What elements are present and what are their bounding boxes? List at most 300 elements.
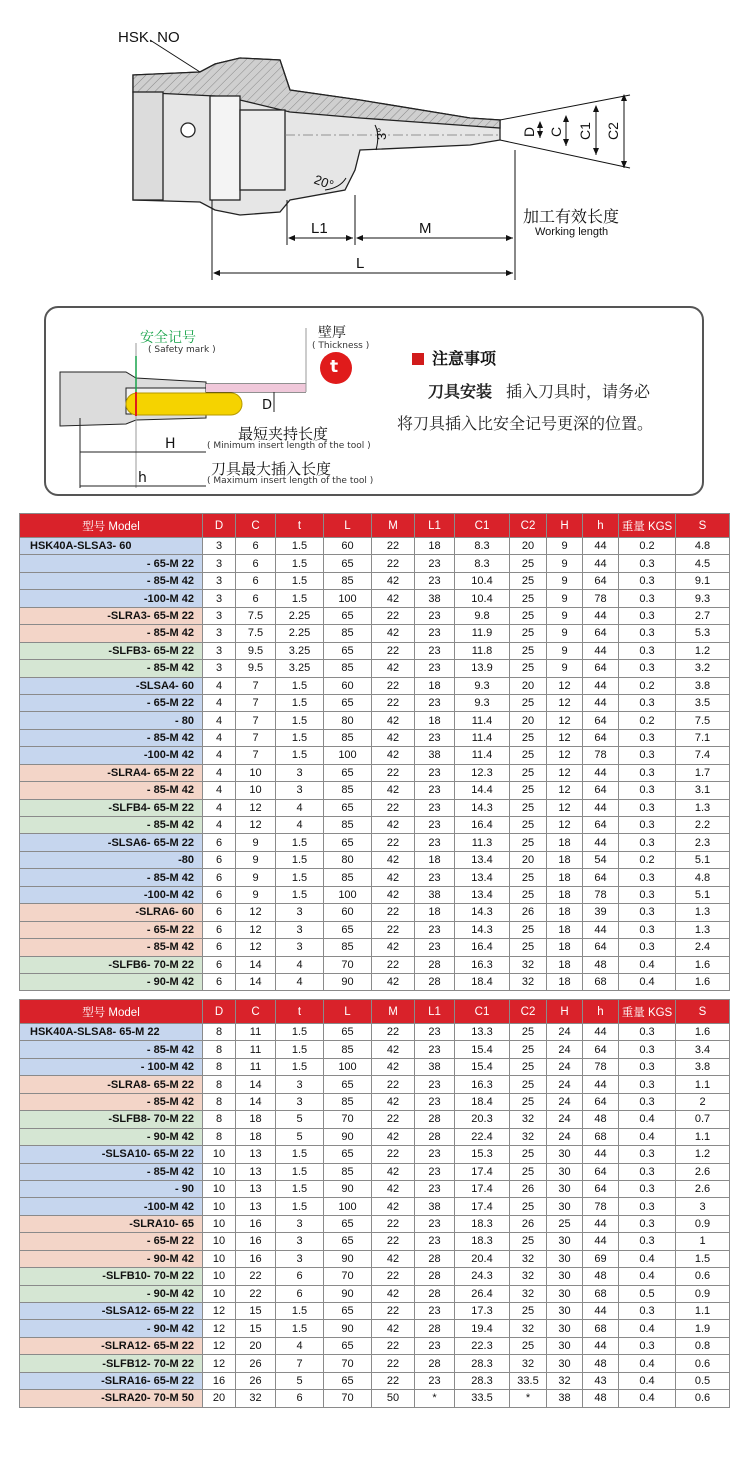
value-cell: 50: [372, 1390, 415, 1407]
value-cell: 0.6: [676, 1390, 730, 1407]
value-cell: 80: [324, 851, 372, 868]
model-cell: - 65-M 22: [20, 1233, 203, 1250]
table-row: [20, 607, 730, 624]
table-row: [20, 817, 730, 834]
value-cell: 18: [415, 712, 455, 729]
value-cell: 1.5: [276, 1058, 324, 1075]
value-cell: 48: [583, 1355, 619, 1372]
value-cell: 10.4: [455, 590, 510, 607]
model-cell: -SLFB8- 70-M 22: [20, 1111, 203, 1128]
value-cell: 64: [583, 660, 619, 677]
value-cell: 25: [547, 1215, 583, 1232]
value-cell: *: [510, 1390, 547, 1407]
value-cell: 85: [324, 1163, 372, 1180]
value-cell: 48: [583, 1268, 619, 1285]
value-cell: 13: [236, 1146, 276, 1163]
value-cell: 18.3: [455, 1215, 510, 1232]
value-cell: 4: [203, 712, 236, 729]
value-cell: 6: [203, 834, 236, 851]
value-cell: 85: [324, 572, 372, 589]
min-insert-cn: 最短夹持长度: [238, 425, 329, 443]
value-cell: 0.5: [676, 1372, 730, 1389]
value-cell: 0.3: [619, 869, 676, 886]
table-row: [20, 572, 730, 589]
value-cell: 1.5: [276, 538, 324, 555]
value-cell: 90: [324, 1180, 372, 1197]
table-row: [20, 886, 730, 903]
value-cell: 32: [510, 1355, 547, 1372]
value-cell: 90: [324, 1285, 372, 1302]
value-cell: 1.7: [676, 764, 730, 781]
table-row: [20, 694, 730, 711]
table-row: [20, 1111, 730, 1128]
value-cell: 15.4: [455, 1058, 510, 1075]
value-cell: 25: [510, 782, 547, 799]
value-cell: 9: [547, 660, 583, 677]
value-cell: 0.4: [619, 1390, 676, 1407]
value-cell: 22: [372, 694, 415, 711]
hsk-label: HSK. NO: [118, 29, 180, 46]
model-cell: - 90-M 42: [20, 1250, 203, 1267]
value-cell: 1.5: [276, 1024, 324, 1041]
value-cell: 22: [372, 1146, 415, 1163]
model-cell: -100-M 42: [20, 886, 203, 903]
working-length-cn: 加工有效长度: [523, 207, 620, 226]
value-cell: 4: [203, 694, 236, 711]
value-cell: 23: [415, 1076, 455, 1093]
value-cell: 11: [236, 1024, 276, 1041]
model-cell: - 80: [20, 712, 203, 729]
value-cell: 13.9: [455, 660, 510, 677]
value-cell: 78: [583, 886, 619, 903]
value-cell: 1.5: [276, 555, 324, 572]
value-cell: 78: [583, 747, 619, 764]
value-cell: 22: [236, 1268, 276, 1285]
value-cell: 16.4: [455, 939, 510, 956]
value-cell: 0.3: [619, 1024, 676, 1041]
value-cell: 2.3: [676, 834, 730, 851]
value-cell: 9: [547, 590, 583, 607]
value-cell: 64: [583, 1163, 619, 1180]
value-cell: 9: [547, 642, 583, 659]
table-row: [20, 1303, 730, 1320]
value-cell: 18: [547, 851, 583, 868]
model-cell: - 85-M 42: [20, 817, 203, 834]
value-cell: 9: [236, 834, 276, 851]
value-cell: 1.5: [276, 1163, 324, 1180]
value-cell: 22: [372, 607, 415, 624]
value-cell: 0.3: [619, 1215, 676, 1232]
value-cell: 1.5: [276, 729, 324, 746]
column-header: C: [236, 1000, 276, 1024]
value-cell: 3: [276, 782, 324, 799]
model-cell: -SLRA12- 65-M 22: [20, 1337, 203, 1354]
value-cell: 8: [203, 1076, 236, 1093]
value-cell: 44: [583, 694, 619, 711]
table-header-row: [20, 1000, 730, 1024]
value-cell: 65: [324, 1233, 372, 1250]
value-cell: 42: [372, 886, 415, 903]
model-cell: - 100-M 42: [20, 1058, 203, 1075]
value-cell: 38: [547, 1390, 583, 1407]
value-cell: 0.3: [619, 642, 676, 659]
value-cell: 44: [583, 1076, 619, 1093]
safety-mark-en: ( Safety mark ): [148, 345, 216, 355]
value-cell: 6: [276, 1390, 324, 1407]
value-cell: 100: [324, 1058, 372, 1075]
value-cell: 23: [415, 799, 455, 816]
value-cell: 13: [236, 1198, 276, 1215]
model-cell: -SLSA4- 60: [20, 677, 203, 694]
value-cell: 11.3: [455, 834, 510, 851]
value-cell: 2.7: [676, 607, 730, 624]
value-cell: 11.4: [455, 712, 510, 729]
value-cell: 65: [324, 1146, 372, 1163]
model-cell: HSK40A-SLSA3- 60: [20, 538, 203, 555]
value-cell: 11: [236, 1041, 276, 1058]
column-header: S: [676, 514, 730, 538]
model-cell: - 65-M 22: [20, 921, 203, 938]
value-cell: 25: [510, 1058, 547, 1075]
value-cell: 18.3: [455, 1233, 510, 1250]
value-cell: 25: [510, 572, 547, 589]
value-cell: 24: [547, 1111, 583, 1128]
value-cell: 65: [324, 642, 372, 659]
value-cell: 11.4: [455, 729, 510, 746]
value-cell: 85: [324, 817, 372, 834]
column-header: L1: [415, 514, 455, 538]
column-header: H: [547, 1000, 583, 1024]
value-cell: 65: [324, 607, 372, 624]
value-cell: 48: [583, 956, 619, 973]
value-cell: 22.3: [455, 1337, 510, 1354]
value-cell: 18: [547, 973, 583, 990]
t-symbol: t: [330, 357, 339, 377]
value-cell: 18: [547, 869, 583, 886]
column-header: D: [203, 514, 236, 538]
value-cell: 17.4: [455, 1180, 510, 1197]
value-cell: 0.2: [619, 677, 676, 694]
model-cell: -SLRA16- 65-M 22: [20, 1372, 203, 1389]
model-cell: - 65-M 22: [20, 694, 203, 711]
value-cell: 10: [203, 1233, 236, 1250]
value-cell: 3: [276, 764, 324, 781]
table-row: [20, 956, 730, 973]
value-cell: 22: [372, 1303, 415, 1320]
value-cell: 42: [372, 817, 415, 834]
dim-l1-label: L1: [311, 220, 328, 237]
value-cell: 9.3: [455, 677, 510, 694]
value-cell: 25: [510, 694, 547, 711]
dim-d-label: D: [521, 126, 537, 137]
model-cell: - 85-M 42: [20, 782, 203, 799]
value-cell: 14.3: [455, 921, 510, 938]
value-cell: 16: [236, 1250, 276, 1267]
value-cell: 65: [324, 1337, 372, 1354]
value-cell: 12: [236, 799, 276, 816]
note-line-1: 刀具安装 插入刀具时，请务必: [428, 382, 651, 401]
value-cell: 16.3: [455, 956, 510, 973]
value-cell: 18: [547, 921, 583, 938]
value-cell: 9.3: [455, 694, 510, 711]
value-cell: 6: [236, 555, 276, 572]
value-cell: 1.5: [276, 1041, 324, 1058]
value-cell: 24: [547, 1058, 583, 1075]
value-cell: 12: [236, 904, 276, 921]
value-cell: 0.6: [676, 1268, 730, 1285]
value-cell: 22: [372, 642, 415, 659]
value-cell: 0.3: [619, 747, 676, 764]
value-cell: 0.3: [619, 1146, 676, 1163]
value-cell: 6: [203, 851, 236, 868]
value-cell: 68: [583, 1320, 619, 1337]
value-cell: 1.5: [276, 712, 324, 729]
column-header: S: [676, 1000, 730, 1024]
value-cell: 42: [372, 572, 415, 589]
value-cell: 85: [324, 1041, 372, 1058]
value-cell: 18: [547, 886, 583, 903]
value-cell: 0.3: [619, 886, 676, 903]
value-cell: 0.8: [676, 1337, 730, 1354]
value-cell: 16: [236, 1215, 276, 1232]
column-header: 重量 KGS: [619, 1000, 676, 1024]
value-cell: 13.4: [455, 851, 510, 868]
value-cell: 28: [415, 973, 455, 990]
value-cell: 42: [372, 729, 415, 746]
value-cell: 1.2: [676, 642, 730, 659]
table-row: [20, 1076, 730, 1093]
value-cell: 68: [583, 973, 619, 990]
value-cell: 23: [415, 1163, 455, 1180]
value-cell: 22: [372, 921, 415, 938]
spec-table-2: [19, 999, 730, 1408]
value-cell: 1.5: [276, 747, 324, 764]
value-cell: 8: [203, 1111, 236, 1128]
model-cell: -SLFB12- 70-M 22: [20, 1355, 203, 1372]
table-row: [20, 1268, 730, 1285]
table-row: [20, 642, 730, 659]
model-cell: -SLFB3- 65-M 22: [20, 642, 203, 659]
value-cell: 6: [276, 1268, 324, 1285]
value-cell: 15.3: [455, 1146, 510, 1163]
column-header: C: [236, 514, 276, 538]
value-cell: 0.3: [619, 921, 676, 938]
value-cell: 13.3: [455, 1024, 510, 1041]
value-cell: 17.4: [455, 1198, 510, 1215]
value-cell: 7: [236, 747, 276, 764]
value-cell: 7: [236, 694, 276, 711]
value-cell: 0.3: [619, 904, 676, 921]
value-cell: 30: [547, 1268, 583, 1285]
value-cell: 12: [547, 712, 583, 729]
value-cell: 23: [415, 1372, 455, 1389]
value-cell: 4.8: [676, 538, 730, 555]
value-cell: 25: [510, 1093, 547, 1110]
value-cell: 10: [203, 1268, 236, 1285]
value-cell: 68: [583, 1128, 619, 1145]
value-cell: 60: [324, 677, 372, 694]
value-cell: 25: [510, 642, 547, 659]
value-cell: 0.3: [619, 1041, 676, 1058]
value-cell: 42: [372, 1198, 415, 1215]
value-cell: 44: [583, 799, 619, 816]
value-cell: 42: [372, 782, 415, 799]
value-cell: 25: [510, 729, 547, 746]
value-cell: 14: [236, 956, 276, 973]
value-cell: 14.4: [455, 782, 510, 799]
value-cell: 42: [372, 851, 415, 868]
value-cell: 0.4: [619, 1355, 676, 1372]
value-cell: 3: [203, 555, 236, 572]
value-cell: 23: [415, 764, 455, 781]
value-cell: 1.5: [676, 1250, 730, 1267]
value-cell: 38: [415, 590, 455, 607]
value-cell: 6: [203, 869, 236, 886]
angle-3-label: 3°: [374, 127, 389, 140]
value-cell: 10: [203, 1215, 236, 1232]
column-header: h: [583, 1000, 619, 1024]
value-cell: 1.5: [276, 851, 324, 868]
value-cell: 4: [203, 729, 236, 746]
value-cell: 23: [415, 572, 455, 589]
table-row: [20, 1058, 730, 1075]
value-cell: 64: [583, 939, 619, 956]
value-cell: 32: [510, 973, 547, 990]
model-cell: -80: [20, 851, 203, 868]
model-cell: - 85-M 42: [20, 572, 203, 589]
value-cell: 1.5: [276, 834, 324, 851]
table-row: [20, 869, 730, 886]
value-cell: 28: [415, 1111, 455, 1128]
table-row: [20, 834, 730, 851]
tool-holder-drawing: [0, 0, 750, 300]
value-cell: 65: [324, 921, 372, 938]
value-cell: 1.5: [276, 1320, 324, 1337]
value-cell: 0.4: [619, 1128, 676, 1145]
value-cell: 44: [583, 764, 619, 781]
value-cell: 0.2: [619, 712, 676, 729]
value-cell: 9: [547, 572, 583, 589]
value-cell: 30: [547, 1146, 583, 1163]
value-cell: 14: [236, 973, 276, 990]
table-row: [20, 1320, 730, 1337]
value-cell: 90: [324, 1250, 372, 1267]
value-cell: 1.1: [676, 1303, 730, 1320]
value-cell: 23: [415, 869, 455, 886]
column-header: C1: [455, 514, 510, 538]
value-cell: 23: [415, 1233, 455, 1250]
note-line-2: 将刀具插入比安全记号更深的位置。: [397, 414, 654, 433]
value-cell: 12: [547, 764, 583, 781]
value-cell: 22: [372, 1268, 415, 1285]
value-cell: 70: [324, 956, 372, 973]
table-row: [20, 677, 730, 694]
value-cell: 9.8: [455, 607, 510, 624]
value-cell: 30: [547, 1233, 583, 1250]
value-cell: 3: [203, 625, 236, 642]
model-cell: - 90-M 42: [20, 973, 203, 990]
value-cell: 28.3: [455, 1372, 510, 1389]
column-header: C1: [455, 1000, 510, 1024]
value-cell: 1.5: [276, 1180, 324, 1197]
value-cell: 0.4: [619, 956, 676, 973]
value-cell: 12: [236, 921, 276, 938]
value-cell: 9: [547, 555, 583, 572]
value-cell: 10.4: [455, 572, 510, 589]
value-cell: 23: [415, 1215, 455, 1232]
value-cell: 2.25: [276, 607, 324, 624]
value-cell: 18: [547, 956, 583, 973]
model-cell: -100-M 42: [20, 1198, 203, 1215]
value-cell: 90: [324, 1320, 372, 1337]
value-cell: 0.5: [619, 1285, 676, 1302]
max-insert-cn: 刀具最大插入长度: [211, 460, 332, 478]
value-cell: 90: [324, 1128, 372, 1145]
value-cell: 25: [510, 1337, 547, 1354]
value-cell: 1: [676, 1233, 730, 1250]
model-cell: -SLFB6- 70-M 22: [20, 956, 203, 973]
value-cell: 10: [203, 1146, 236, 1163]
value-cell: 3.4: [676, 1041, 730, 1058]
value-cell: 42: [372, 973, 415, 990]
value-cell: 23: [415, 1146, 455, 1163]
value-cell: 1.6: [676, 956, 730, 973]
value-cell: 32: [510, 1320, 547, 1337]
value-cell: 1.5: [276, 694, 324, 711]
value-cell: 42: [372, 660, 415, 677]
value-cell: 0.6: [676, 1355, 730, 1372]
value-cell: 64: [583, 729, 619, 746]
value-cell: 28: [415, 1285, 455, 1302]
value-cell: 2.25: [276, 625, 324, 642]
value-cell: 69: [583, 1250, 619, 1267]
value-cell: 7.5: [236, 607, 276, 624]
value-cell: 5: [276, 1128, 324, 1145]
value-cell: 16: [203, 1372, 236, 1389]
value-cell: 9: [547, 607, 583, 624]
value-cell: 10: [203, 1163, 236, 1180]
value-cell: 85: [324, 782, 372, 799]
model-cell: -SLRA4- 65-M 22: [20, 764, 203, 781]
value-cell: 85: [324, 939, 372, 956]
value-cell: 44: [583, 1303, 619, 1320]
value-cell: 23: [415, 660, 455, 677]
model-cell: - 85-M 42: [20, 869, 203, 886]
value-cell: 0.3: [619, 1303, 676, 1320]
value-cell: 23: [415, 834, 455, 851]
column-header: H: [547, 514, 583, 538]
value-cell: 42: [372, 1320, 415, 1337]
value-cell: 0.3: [619, 590, 676, 607]
value-cell: 14: [236, 1076, 276, 1093]
value-cell: 5.3: [676, 625, 730, 642]
value-cell: 0.3: [619, 834, 676, 851]
value-cell: 23: [415, 1337, 455, 1354]
value-cell: 25: [510, 764, 547, 781]
value-cell: 18: [547, 939, 583, 956]
value-cell: 23: [415, 1093, 455, 1110]
value-cell: 24: [547, 1024, 583, 1041]
table-row: [20, 1233, 730, 1250]
table-row: [20, 590, 730, 607]
value-cell: 3: [276, 1250, 324, 1267]
value-cell: 60: [324, 538, 372, 555]
value-cell: 19.4: [455, 1320, 510, 1337]
value-cell: 24: [547, 1041, 583, 1058]
value-cell: 5: [276, 1372, 324, 1389]
value-cell: 65: [324, 555, 372, 572]
value-cell: 26: [510, 1180, 547, 1197]
